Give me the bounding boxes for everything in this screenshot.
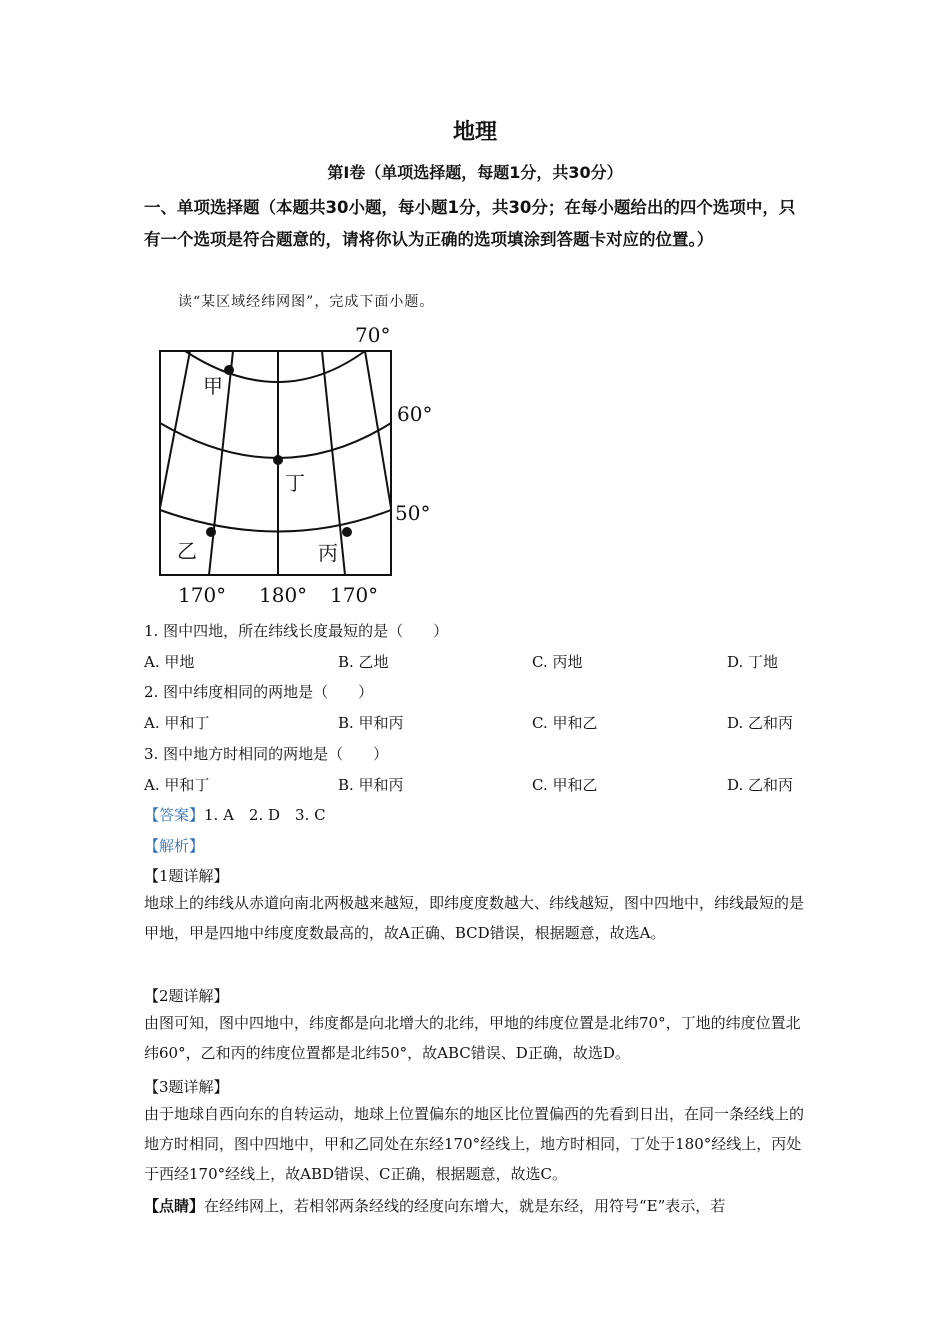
lon-label-180: 180° bbox=[259, 583, 308, 607]
q3-option-c: C. 甲和乙 bbox=[532, 776, 598, 794]
detail-1-heading: 【1题详解】 bbox=[144, 867, 229, 885]
point-bing bbox=[342, 527, 352, 537]
question-3-stem: 3. 图中地方时相同的两地是（ ） bbox=[144, 745, 389, 763]
answer-text: 1. A 2. D 3. C bbox=[204, 806, 326, 824]
q3-option-b: B. 甲和丙 bbox=[338, 776, 404, 794]
parallel-50 bbox=[160, 510, 391, 532]
q2-option-a: A. 甲和丁 bbox=[144, 714, 210, 732]
q1-option-c: C. 丙地 bbox=[532, 653, 583, 671]
label-ding: 丁 bbox=[285, 471, 305, 495]
volume-heading: 第Ⅰ卷（单项选择题，每题1分，共30分） bbox=[327, 163, 623, 182]
detail-3-heading: 【3题详解】 bbox=[144, 1078, 229, 1096]
q2-option-d: D. 乙和丙 bbox=[727, 714, 794, 732]
lon-label-170-east: 170° bbox=[178, 583, 227, 607]
q1-option-b: B. 乙地 bbox=[338, 653, 389, 671]
detail-3-text: 由于地球自西向东的自转运动，地球上位置偏东的地区比位置偏西的先看到日出，在同一条经线上的地方时相同，图中四地中，甲和乙同处在东经170°经线上，地方时相同，丁处于180°经线上，丙处于西经170°经线上，故ABD错误、C正确，根据题意，故选C。 bbox=[144, 1105, 805, 1183]
q3-option-a: A. 甲和丁 bbox=[144, 776, 210, 794]
q2-option-b: B. 甲和丙 bbox=[338, 714, 404, 732]
question-intro: 读“某区域经纬网图”，完成下面小题。 bbox=[178, 294, 435, 310]
analysis-tag: 【解析】 bbox=[144, 837, 205, 855]
lat-label-60: 60° bbox=[397, 402, 433, 426]
meridian-east-outer bbox=[365, 351, 391, 508]
q3-option-d: D. 乙和丙 bbox=[727, 776, 794, 794]
detail-1-text: 地球上的纬线从赤道向南北两极越来越短，即纬度度数越大、纬线越短，图中四地中，纬线最短的是甲地，甲是四地中纬度度数最高的，故A正确、BCD错误，根据题意，故选A。 bbox=[144, 894, 805, 942]
section-heading: 一、单项选择题（本题共30小题，每小题1分，共30分；在每小题给出的四个选项中，只有一个选项是符合题意的，请将你认为正确的选项填涂到答题卡对应的位置。） bbox=[144, 198, 796, 249]
answer-tag: 【答案】 bbox=[144, 806, 205, 824]
question-2-stem: 2. 图中纬度相同的两地是（ ） bbox=[144, 683, 374, 701]
meridian-west-outer bbox=[160, 351, 190, 508]
label-bing: 丙 bbox=[318, 541, 338, 565]
point-ding bbox=[273, 455, 283, 465]
lat-label-70: 70° bbox=[355, 323, 391, 347]
point-jia bbox=[224, 365, 234, 375]
tip-tag: 【点睛】 bbox=[144, 1197, 205, 1215]
lon-label-170-west: 170° bbox=[330, 583, 379, 607]
label-jia: 甲 bbox=[203, 374, 223, 398]
label-yi: 乙 bbox=[177, 539, 197, 563]
detail-2-text: 由图可知，图中四地中，纬度都是向北增大的北纬，甲地的纬度位置是北纬70°，丁地的纬度位置北纬60°，乙和丙的纬度位置都是北纬50°，故ABC错误、D正确，故选D。 bbox=[144, 1014, 801, 1062]
tip-paragraph bbox=[144, 1191, 804, 1221]
tip-text: 在经纬网上，若相邻两条经线的经度向东增大，就是东经，用符号“E”表示，若 bbox=[204, 1197, 726, 1215]
detail-2-heading: 【2题详解】 bbox=[144, 987, 229, 1005]
question-1-stem: 1. 图中四地，所在纬线长度最短的是（ ） bbox=[144, 622, 449, 640]
answer-line bbox=[144, 804, 326, 825]
point-yi bbox=[206, 527, 216, 537]
q1-option-d: D. 丁地 bbox=[727, 653, 779, 671]
q2-option-c: C. 甲和乙 bbox=[532, 714, 598, 732]
parallel-60 bbox=[160, 423, 391, 458]
lat-label-50: 50° bbox=[395, 501, 431, 525]
graticule-map bbox=[145, 318, 455, 610]
page-title: 地理 bbox=[452, 120, 497, 145]
q1-option-a: A. 甲地 bbox=[144, 653, 195, 671]
